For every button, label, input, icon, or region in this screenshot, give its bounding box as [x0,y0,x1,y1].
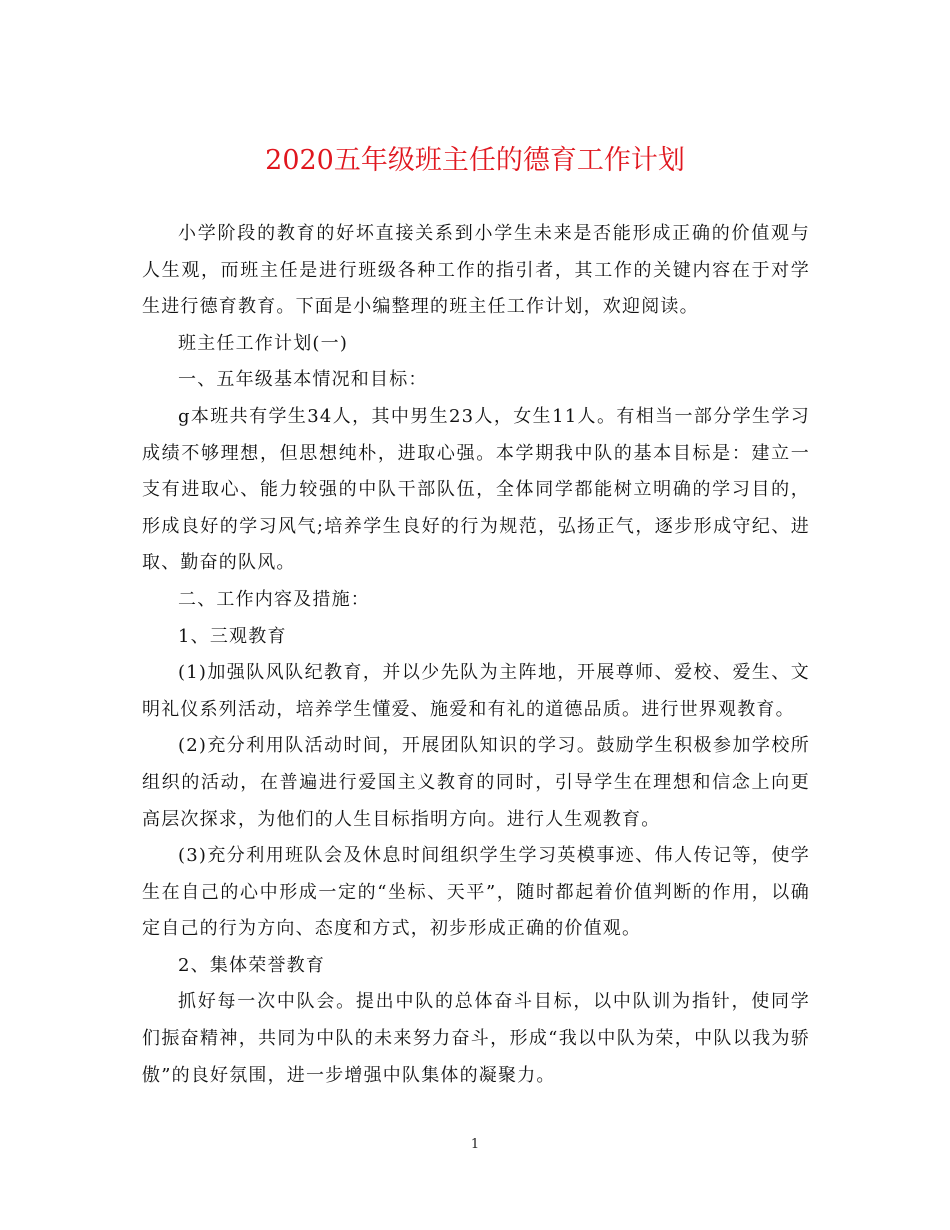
paragraph-class-meeting: 抓好每一次中队会。提出中队的总体奋斗目标，以中队训为指针，使同学们振奋精神，共同为中队的未来努力奋斗，形成“我以中队为荣，中队以我为骄傲”的良好氛围，进一步增强中队集体的凝聚力。 [142,991,810,1086]
paragraph-section-one-heading: 一、五年级基本情况和目标： [178,369,428,391]
paragraph-intro: 小学阶段的教育的好坏直接关系到小学生未来是否能形成正确的价值观与人生观，而班主任是进行班级各种工作的指引者，其工作的关键内容在于对学生进行德育教育。下面是小编整理的班主任工作计划，欢迎阅读。 [142,223,810,318]
paragraph-item-1: (1)加强队风队纪教育，并以少先队为主阵地，开展尊师、爱校、爱生、文明礼仪系列活动，培养学生懂爱、施爱和有礼的道德品质。进行世界观教育。 [142,662,810,720]
document-body [142,216,810,1094]
document-title: 2020五年级班主任的德育工作计划 [265,145,685,176]
paragraph-subsection-collective-honor: 2、集体荣誉教育 [178,954,326,976]
paragraph-class-situation: g本班共有学生34人，其中男生23人，女生11人。有相当一部分学生学习成绩不够理想，但思想纯朴，进取心强。本学期我中队的基本目标是：建立一支有进取心、能力较强的中队干部队伍，全体同学都能树立明确的学习目的，形成良好的学习风气;培养学生良好的行为规范，弘扬正气，逐步形成守纪、进取、勤奋的队风。 [142,405,810,574]
paragraph-plan-heading: 班主任工作计划(一) [178,332,349,354]
page-number: 1 [470,1137,480,1152]
paragraph-item-2: (2)充分利用队活动时间，开展团队知识的学习。鼓励学生积极参加学校所组织的活动，在普遍进行爱国主义教育的同时，引导学生在理想和信念上向更高层次探求，为他们的人生目标指明方向。进行人生观教育。 [142,735,810,830]
paragraph-subsection-three-views: 1、三观教育 [178,625,287,647]
paragraph-item-3: (3)充分利用班队会及休息时间组织学生学习英模事迹、伟人传记等，使学生在自己的心中形成一定的“坐标、天平”，随时都起着价值判断的作用，以确定自己的行为方向、态度和方式，初步形成正确的价值观。 [142,845,810,940]
paragraph-section-two-heading: 二、工作内容及措施： [178,588,370,610]
